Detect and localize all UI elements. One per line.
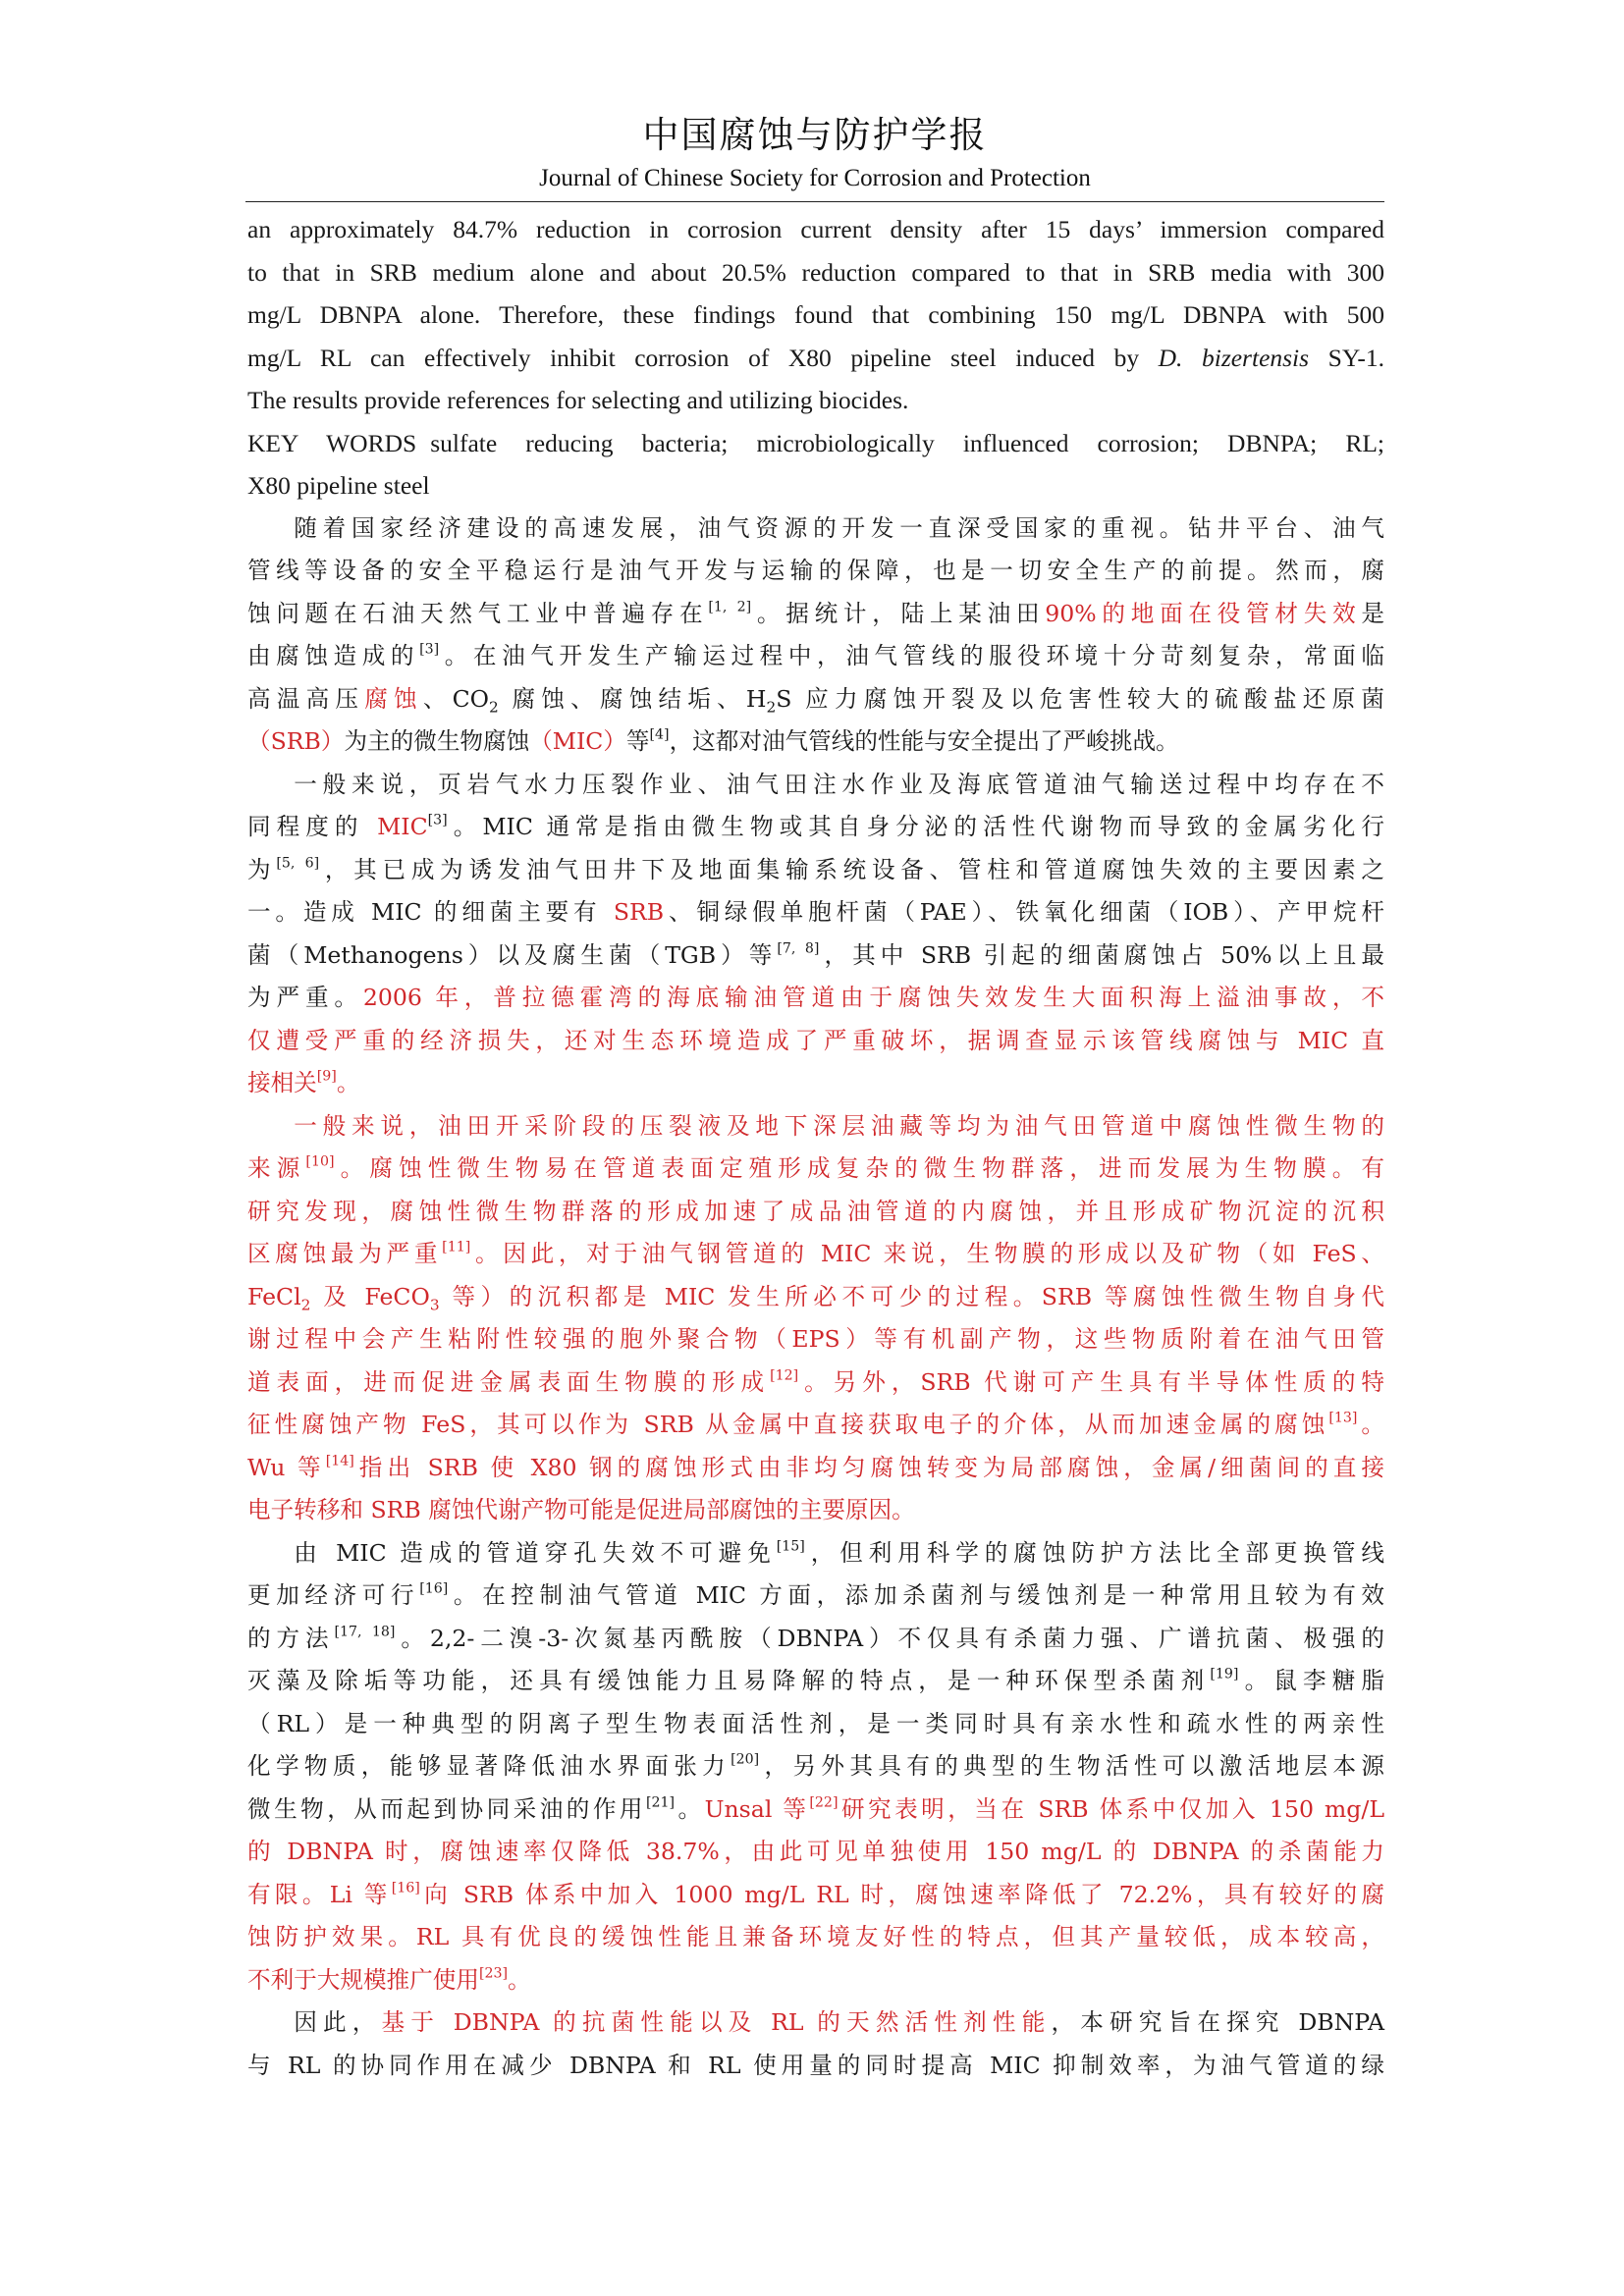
text-line xyxy=(247,721,1384,764)
text-run: 有限。Li 等 xyxy=(247,1880,392,1908)
text-run: 更加经济可行 xyxy=(247,1581,420,1609)
highlighted-text: MIC xyxy=(377,813,428,840)
subscript: 2 xyxy=(300,1296,311,1314)
text-line: 研究发现，腐蚀性微生物群落的形成加速了成品油管道的内腐蚀，并且形成矿物沉淀的沉积 xyxy=(247,1197,1384,1225)
text-run: 同程度的 xyxy=(247,813,378,840)
text-run: 。2,2-二溴-3-次氮基丙酰胺（DBNPA）不仅具有杀菌力强、广谱抗菌、极强的 xyxy=(395,1624,1385,1652)
text-line xyxy=(247,1745,1384,1789)
running-header xyxy=(245,110,1384,196)
abstract-line: mg/L DBNPA alone. Therefore, these findings found that combining 150 mg/L DBNPA with 500 xyxy=(247,300,1384,329)
subscript: 3 xyxy=(429,1296,440,1314)
highlighted-text: Unsal 等 xyxy=(704,1794,810,1823)
text-line: （RL）是一种典型的阴离子型生物表面活性剂，是一类同时具有亲水性和疏水性的两亲性 xyxy=(247,1709,1384,1737)
text-line xyxy=(247,1660,1384,1703)
citation: [13] xyxy=(1328,1410,1358,1426)
keywords-text: sulfate reducing bacteria; microbiologically influenced corrosion; DBNPA; RL; xyxy=(430,428,1385,457)
text-run: 、铜绿假单胞杆菌（PAE）、铁氧化细菌（IOB）、产甲烷杆 xyxy=(664,898,1385,926)
citation: [1, 2] xyxy=(708,598,752,614)
text-run: ，其中 SRB 引起的细菌腐蚀占 50%以上且最 xyxy=(819,940,1384,969)
highlighted-text: 90%的地面在役管材失效 xyxy=(1045,599,1362,627)
text-run: 由腐蚀造成的 xyxy=(247,642,420,669)
text-run: 蚀问题在石油天然气工业中普遍存在 xyxy=(247,599,709,627)
citation: [17, 18] xyxy=(334,1623,396,1639)
text-line xyxy=(247,806,1384,849)
abstract-tail xyxy=(247,208,1384,507)
text-line: 道表面，进而促进金属表面生物膜的形成[12]。另外，SRB 代谢可产生具有半导体性质的特 xyxy=(247,1366,1385,1396)
paragraph-3 xyxy=(247,1105,1384,1532)
text-run: 等 xyxy=(625,727,650,755)
citation: [20] xyxy=(731,1751,760,1768)
highlighted-text: 研究表明，当在 SRB 体系中仅加入 150 mg/L xyxy=(838,1794,1385,1823)
abstract-line-text: mg/L RL can effectively inhibit corrosion of X80 pipeline steel induced by xyxy=(247,343,1140,372)
journal-title-english: Journal of Chinese Society for Corrosion and Protection xyxy=(539,165,1091,191)
text-run: 。MIC 通常是指由微生物或其自身分泌的活性代谢物而导致的金属劣化行 xyxy=(447,813,1384,840)
text-line: 随着国家经济建设的高速发展，油气资源的开发一直深受国家的重视。钻井平台、油气 xyxy=(294,513,1384,542)
citation: [12] xyxy=(770,1366,799,1383)
citation: [3] xyxy=(419,641,440,658)
citation: [16] xyxy=(419,1580,449,1597)
keywords-line: X80 pipeline steel xyxy=(247,471,430,500)
citation: [4] xyxy=(649,726,670,743)
text-line xyxy=(247,891,1384,934)
text-run: 是 xyxy=(1361,599,1385,627)
text-run: ，其已成为诱发油气田井下及地面集输系统设备、管柱和管道腐蚀失效的主要因素之 xyxy=(319,855,1385,883)
strain-name: SY-1. xyxy=(1327,343,1385,372)
text-line xyxy=(247,1575,1384,1618)
text-run: 为主的微生物腐蚀 xyxy=(344,727,530,755)
text-run: S 应力腐蚀开裂及以危害性较大的硫酸盐还原菌 xyxy=(776,684,1385,713)
text-run: 不利于大规模推广使用 xyxy=(247,1965,479,1994)
text-line xyxy=(247,1874,1384,1917)
text-line xyxy=(247,593,1384,636)
highlighted-text: 腐蚀 xyxy=(364,684,423,713)
citation: [16] xyxy=(391,1879,420,1896)
text-run: ，但利用科学的腐蚀防护方法比全部更换管线 xyxy=(804,1538,1385,1567)
text-line: 谢过程中会产生粘附性较强的胞外聚合物（EPS）等有机副产物，这些物质附着在油气田管 xyxy=(247,1325,1384,1353)
text-run: 由 MIC 造成的管道穿孔失效不可避免 xyxy=(294,1538,777,1567)
text-line: 的 DBNPA 时，腐蚀速率仅降低 38.7%，由此可见单独使用 150 mg/L 的 DBNPA 的杀菌能力 xyxy=(247,1838,1384,1865)
text-run: 。 xyxy=(508,1965,531,1994)
keywords-line xyxy=(247,422,1384,465)
text-run: 菌（Methanogens）以及腐生菌（TGB）等 xyxy=(247,940,778,969)
text-run: ，本研究旨在探究 DBNPA xyxy=(1051,2008,1385,2036)
text-run: 化学物质，能够显著降低油水界面张力 xyxy=(247,1752,731,1780)
text-line: 来源[10]。腐蚀性微生物易在管道表面定殖形成复杂的微生物群落，进而发展为生物膜。有 xyxy=(247,1153,1385,1182)
text-run: 因此， xyxy=(294,2008,382,2036)
citation: [7, 8] xyxy=(777,939,820,956)
citation: [11] xyxy=(442,1239,471,1255)
text-run: 腐蚀、腐蚀结垢、H xyxy=(498,684,767,713)
text-line xyxy=(247,635,1384,678)
body-text xyxy=(247,208,1384,2087)
text-line: 电子转移和 SRB 腐蚀代谢产物可能是促进局部腐蚀的主要原因。 xyxy=(247,1496,915,1523)
species-name: D. bizertensis xyxy=(1158,343,1310,372)
text-line: FeCl$_2$ 及 FeCO$_3$ 等）的沉积都是 MIC 发生所必不可少的过程。SRB 等腐蚀性微生物自身代 xyxy=(247,1282,1385,1314)
subscript: 2 xyxy=(766,698,777,717)
highlighted-text: SRB xyxy=(613,898,665,926)
text-run: 向 SRB 体系中加入 1000 mg/L RL 时，腐蚀速率降低了 72.2%，具有较好的腐 xyxy=(419,1880,1384,1908)
subscript: 2 xyxy=(489,698,499,717)
citation: [19] xyxy=(1210,1666,1239,1682)
citation: [3] xyxy=(427,812,448,828)
citation: [15] xyxy=(776,1537,805,1554)
text-line: 一般来说，页岩气水力压裂作业、油气田注水作业及海底管道油气输送过程中均存在不 xyxy=(294,770,1384,798)
text-line xyxy=(247,2002,1384,2045)
text-line xyxy=(247,1618,1384,1661)
paragraph-4 xyxy=(247,1532,1384,2002)
citation: [23] xyxy=(478,1964,508,1981)
abstract-line: an approximately 84.7% reduction in corrosion current density after 15 days’ immersion compared xyxy=(247,215,1384,243)
header-rule xyxy=(245,201,1384,202)
text-run: 高温高压 xyxy=(247,684,365,713)
text-line xyxy=(247,1789,1384,1832)
text-line xyxy=(247,934,1384,978)
abstract-line xyxy=(247,337,1384,380)
text-run: 。在控制油气管道 MIC 方面，添加杀菌剂与缓蚀剂是一种常用且较为有效 xyxy=(448,1581,1385,1609)
text-run: ，这都对油气管线的性能与安全提出了严峻挑战。 xyxy=(669,727,1179,755)
text-line: Wu 等[14]指出 SRB 使 X80 钢的腐蚀形式由非均匀腐蚀转变为局部腐蚀，金属/细菌间的直接 xyxy=(247,1452,1384,1481)
citation: [9] xyxy=(316,1068,337,1085)
text-run: 。 xyxy=(675,1794,705,1823)
citation: [21] xyxy=(645,1793,676,1810)
abstract-line: The results provide references for selecting and utilizing biocides. xyxy=(247,386,909,414)
highlighted-text: （MIC） xyxy=(529,727,626,755)
text-line xyxy=(247,1532,1384,1575)
text-run: 接相关 xyxy=(247,1069,317,1096)
citation: [10] xyxy=(305,1153,335,1170)
text-line xyxy=(247,678,1384,721)
paragraph-2 xyxy=(247,764,1384,1105)
text-line: 仅遭受严重的经济损失，还对生态环境造成了严重破坏，据调查显示该管线腐蚀与 MIC 直 xyxy=(247,1026,1384,1054)
text-line: 蚀防护效果。RL 具有优良的缓蚀性能且兼备环境友好性的特点，但其产量较低，成本较高， xyxy=(247,1923,1384,1950)
text-line: 与 RL 的协同作用在减少 DBNPA 和 RL 使用量的同时提高 MIC 抑制效率，为油气管道的绿 xyxy=(247,2051,1384,2079)
citation: [5, 6] xyxy=(276,854,320,871)
highlighted-text: 2006 年，普拉德霍湾的海底输油管道由于腐蚀失效发生大面积海上溢油事故，不 xyxy=(362,984,1384,1011)
text-run: 、CO xyxy=(422,684,490,713)
text-line xyxy=(247,977,1384,1020)
keywords-label: KEY WORDS xyxy=(247,428,417,457)
text-run: 一。造成 MIC 的细菌主要有 xyxy=(247,898,614,926)
citation: [14] xyxy=(325,1452,354,1468)
text-run: 微生物，从而起到协同采油的作用 xyxy=(247,1794,646,1823)
paragraph-1 xyxy=(247,507,1384,764)
text-line: 一般来说，油田开采阶段的压裂液及地下深层油藏等均为油气田管道中腐蚀性微生物的 xyxy=(294,1111,1384,1140)
text-line: 征性腐蚀产物 FeS，其可以作为 SRB 从金属中直接获取电子的介体，从而加速金属的腐蚀[13]。 xyxy=(247,1410,1384,1438)
text-line: 区腐蚀最为严重[11]。因此，对于油气钢管道的 MIC 来说，生物膜的形成以及矿物（如 FeS、 xyxy=(247,1239,1385,1267)
text-run: 灭藻及除垢等功能，还具有缓蚀能力且易降解的特点，是一种环保型杀菌剂 xyxy=(247,1667,1211,1694)
journal-title-chinese: 中国腐蚀与防护学报 xyxy=(642,114,988,156)
highlighted-text: （SRB） xyxy=(247,727,345,755)
abstract-line: to that in SRB medium alone and about 20.5% reduction compared to that in SRB media with 300 xyxy=(247,257,1384,287)
text-run: ，另外其具有的典型的生物活性可以激活地层本源 xyxy=(759,1752,1385,1780)
text-run: 的方法 xyxy=(247,1624,335,1652)
citation: [22] xyxy=(809,1793,839,1810)
text-line: 管线等设备的安全平稳运行是油气开发与运输的保障，也是一切安全生产的前提。然而，腐 xyxy=(247,557,1384,584)
text-line xyxy=(247,849,1384,892)
text-run: 。鼠李糖脂 xyxy=(1238,1667,1384,1694)
text-run: 。在油气开发生产输运过程中，油气管线的服役环境十分苛刻复杂，常面临 xyxy=(439,642,1385,669)
paragraph-5 xyxy=(247,2002,1384,2087)
text-line xyxy=(247,1062,1384,1105)
text-run: 。 xyxy=(336,1069,360,1096)
text-run: 为 xyxy=(247,855,277,883)
text-run: 。据统计，陆上某油田 xyxy=(751,599,1046,627)
text-line xyxy=(247,1959,1384,2002)
text-run: 为严重。 xyxy=(247,984,363,1011)
highlighted-text: 基于 DBNPA 的抗菌性能以及 RL 的天然活性剂性能 xyxy=(381,2008,1052,2036)
